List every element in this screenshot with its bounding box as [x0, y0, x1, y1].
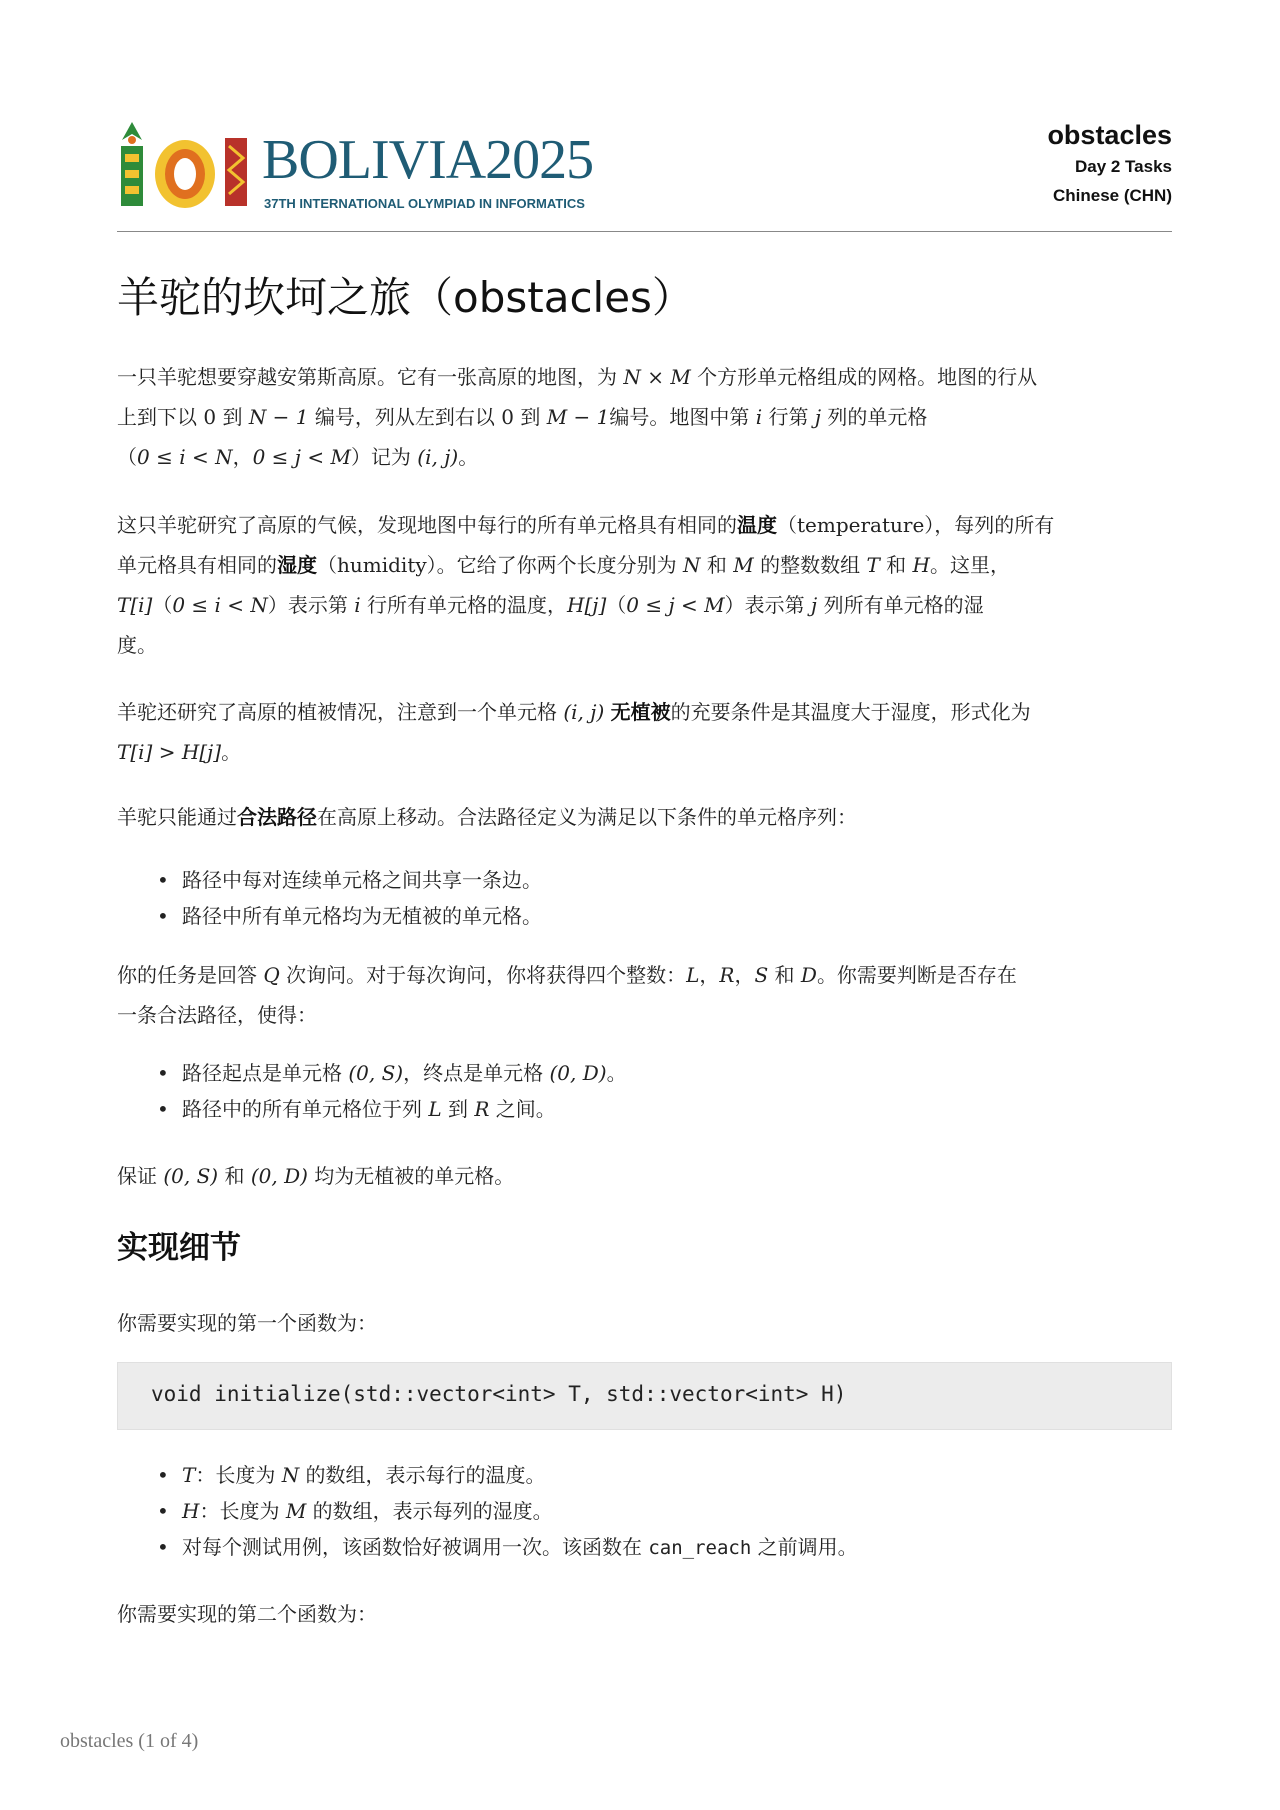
vegetation-line-1: 羊驼还研究了高原的植被情况，注意到一个单元格 (i, j) 无植被的充要条件是其温度大于湿度，形式化为: [117, 700, 1031, 724]
intro-paragraph: [117, 357, 1172, 477]
header-divider: [117, 231, 1172, 232]
path-conditions-list: [117, 862, 1172, 934]
task-day: Day 2 Tasks: [1074, 157, 1172, 176]
vegetation-line-2: T[i] > H[j]。: [117, 740, 242, 764]
list-item: • 路径中每对连续单元格之间共享一条边。: [117, 862, 1172, 898]
ioi-emblem-icon: [117, 118, 257, 214]
climate-line-4: 度。: [117, 633, 157, 657]
list-item: • H：长度为 M 的数组，表示每列的湿度。: [117, 1493, 1172, 1529]
task-line-1: 你的任务是回答 Q 次询问。对于每次询问，你将获得四个整数：L，R，S 和 D。你需要判断是否存在: [117, 963, 1017, 987]
second-function-intro: 你需要实现的第二个函数为：: [117, 1602, 377, 1626]
code-text: void initialize(std::vector<int> T, std::vector<int> H): [151, 1382, 847, 1406]
page-header: [117, 112, 1172, 232]
climate-paragraph: [117, 505, 1172, 665]
list-item: • T：长度为 N 的数组，表示每行的温度。: [117, 1457, 1172, 1493]
page-title: 羊驼的坎坷之旅（obstacles）: [117, 273, 694, 322]
intro-line-3: （0 ≤ i < N，0 ≤ j < M）记为 (i, j)。: [117, 445, 479, 469]
code-block: [117, 1362, 1172, 1430]
climate-line-3: T[i]（0 ≤ i < N）表示第 i 行所有单元格的温度，H[j]（0 ≤ j < M）表示第 j 列所有单元格的湿: [117, 593, 984, 617]
path-definition: 羊驼只能通过合法路径在高原上移动。合法路径定义为满足以下条件的单元格序列：: [117, 805, 857, 829]
parameter-list: [117, 1457, 1172, 1566]
list-item: • 路径中的所有单元格位于列 L 到 R 之间。: [117, 1091, 1172, 1127]
page-footer: obstacles (1 of 4): [60, 1730, 199, 1752]
intro-line-2: 上到下以 0 到 N − 1 编号，列从左到右以 0 到 M − 1编号。地图中第 i 行第 j 列的单元格: [117, 405, 928, 429]
climate-line-1: 这只羊驼研究了高原的气候，发现地图中每行的所有单元格具有相同的温度（temperature），每列的所有: [117, 513, 1055, 537]
list-item: • 路径中所有单元格均为无植被的单元格。: [117, 898, 1172, 934]
intro-line-1: 一只羊驼想要穿越安第斯高原。它有一张高原的地图，为 N × M 个方形单元格组成的网格。地图的行从: [117, 365, 1038, 389]
first-function-intro: 你需要实现的第一个函数为：: [117, 1311, 377, 1335]
task-info: [1047, 118, 1172, 210]
section-heading-implementation: 实现细节: [117, 1230, 241, 1266]
guarantee-paragraph: 保证 (0, S) 和 (0, D) 均为无植被的单元格。: [117, 1164, 515, 1188]
vegetation-paragraph: [117, 692, 1172, 772]
task-conditions-list: [117, 1055, 1172, 1127]
list-item: • 对每个测试用例，该函数恰好被调用一次。该函数在 can_reach 之前调用。: [117, 1529, 1172, 1566]
ioi-logo: [117, 118, 637, 218]
logo-wordmark: BOLIVIA2025: [262, 129, 594, 191]
climate-line-2: 单元格具有相同的湿度（humidity）。它给了你两个长度分别为 N 和 M 的整数数组 T 和 H。这里，: [117, 553, 1010, 577]
logo-subtitle: 37TH INTERNATIONAL OLYMPIAD IN INFORMATICS: [264, 196, 585, 211]
list-item: • 路径起点是单元格 (0, S)，终点是单元格 (0, D)。: [117, 1055, 1172, 1091]
task-paragraph: [117, 955, 1172, 1035]
task-language: Chinese (CHN): [1052, 186, 1172, 205]
task-line-2: 一条合法路径，使得：: [117, 1003, 317, 1027]
task-name: obstacles: [1047, 120, 1172, 150]
